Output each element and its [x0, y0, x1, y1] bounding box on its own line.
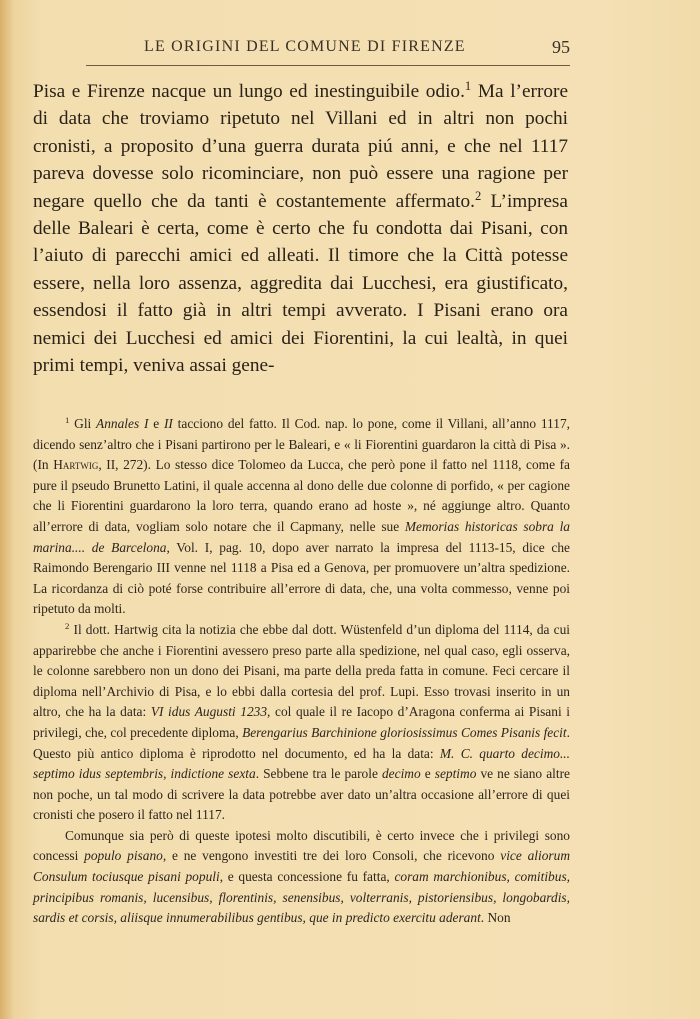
footnote-ref-2: 2	[474, 188, 482, 203]
footnote-italic: Berengarius Barchinione gloriosissimus Comes Pisanis fecit	[242, 724, 567, 740]
footnote-italic: coram marchionibus, comitibus, principibus romanis, lucensibus, florentinis, senensibus, volterranis, pistoriensibus, longobardis, sardis et corsis, aliisque innumerabilibus gentibus, que in predicto exercitu aderant	[33, 869, 570, 926]
footnote-text: , II, 272). Lo stesso dice Tolomeo da Lucca, che però pone il fatto nel 1118, come fa pure il pseudo Brunetto Latini, il quale accenna al dono delle due colonne di porfido, « per cagione che li Fiorentini guardarono la loro terra, quando erano ad hoste », né aggiunge altro. Quanto all’errore di data, vogliam solo notare che il Capmany, nelle sue	[33, 457, 570, 534]
footnote-ref-1: 1	[464, 79, 472, 94]
footnote-text: . Questo più antico diploma è riprodotto nel documento, ed ha la data:	[33, 724, 570, 761]
footnote-text: Il dott. Hartwig cita la notizia che ebbe dal dott. Wüstenfeld d’un diploma del 1114, da cui apparirebbe che anche i Fiorentini avessero preso parte alla spedizione, nel qual caso, egli osserva, le colonne sarebbero non un dono dei Pisani, ma parte della preda fatta in comune. Feci cercare il diploma nell’Archivio di Pisa, e lo ebbi dalla cortesia del prof. Lupi. Esso trovasi inserito in un altro, che ha la data:	[33, 621, 570, 720]
main-text-segment: Ma l’errore di data che troviamo ripetuto nel Villani ed in altri non pochi cronisti, a proposito d’una guerra durata piú anni, e che nel 1117 pareva dovesse solo ricominciare, non può essere una ragione per negare quello che da tanti è costantemente affermato.	[33, 81, 569, 212]
footnote-text: tacciono del fatto. Il Cod. nap. lo pone, come il Villani, all’anno 1117, dicendo senz’altro che i Pisani partirono per le Baleari, e « li Fiorentini guardaron la città di Pisa ». (In	[33, 416, 570, 473]
main-text-segment: L’impresa delle Baleari è certa, come è certo che fu condotta dai Pisani, con l’aiuto di parecchi amici ed alleati. Il timore che la Città potesse essere, nella loro assenza, aggredita dai Lucchesi, era giustificato, essendosi il fatto già in altri tempi avverato. I Pisani erano ora nemici dei Lucchesi ed amici dei Fiorentini, la cui lealtà, in quei primi tempi, veniva assai gene-	[33, 190, 568, 377]
footnote-italic: populo pisano	[84, 848, 163, 864]
footnote-italic: decimo	[381, 766, 421, 782]
footnote-2-continuation	[33, 826, 570, 929]
footnote-italic: M. C. quarto decimo... septimo idus septembris, indictione sexta	[33, 745, 571, 782]
footnote-2	[33, 620, 570, 826]
main-text-segment: Pisa e Firenze nacque un lungo ed inestinguibile odio.	[33, 81, 465, 102]
footnote-italic: Annales I	[96, 416, 149, 431]
footnote-text: Gli	[69, 416, 97, 431]
footnote-text: , e ne vengono investiti tre dei loro Consoli, che ricevono	[162, 848, 501, 864]
footnote-text: e	[148, 416, 164, 431]
footnote-text: Comunque sia però di queste ipotesi molto discutibili, è certo invece che i privilegi sono concessi	[33, 827, 570, 864]
footnote-italic: septimo	[434, 766, 477, 782]
main-paragraph	[33, 78, 568, 379]
footnote-number: 1	[65, 415, 70, 426]
main-text	[33, 78, 568, 379]
running-title: LE ORIGINI DEL COMUNE DI FIRENZE	[144, 38, 466, 55]
footnotes	[33, 414, 570, 929]
footnote-number: 2	[65, 621, 70, 632]
footnote-italic: vice aliorum Consulum tociusque pisani populi	[33, 848, 570, 885]
footnote-text: , e questa concessione fu fatta,	[219, 869, 395, 885]
footnote-italic: Memorias historicas sobra la marina.... de Barcelona	[33, 518, 570, 555]
page-number: 95	[552, 37, 570, 57]
footnote-text: . Sebbene tra le parole	[255, 766, 382, 782]
footnote-text: , Vol. I, pag. 10, dopo aver narrato la impresa del 1113-15, dice che Raimondo Berengario III venne nel 1118 a Pisa ed a Genova, per promuovere un’altra spedizione. La ricordanza di ciò poté forse contribuire all’errore di data, che, una volta commesso, venne poi ripetuto da molti.	[33, 539, 571, 617]
page-header	[86, 37, 570, 66]
footnote-text: ve ne siano altre non poche, un tal modo di scrivere la data potrebbe aver dato un’altra occasione all’errore di quei cronisti che posero il fatto nel 1117.	[33, 766, 570, 823]
footnote-text: , col quale il re Iacopo d’Aragona conferma ai Pisani i privilegi, che, col precedente diploma,	[33, 704, 570, 740]
footnote-italic: VI idus Augusti 1233	[150, 704, 268, 720]
footnote-1	[33, 414, 570, 620]
footnote-smallcaps: Hartwig	[53, 457, 99, 473]
footnote-italic: II	[163, 416, 173, 431]
footnote-text: e	[420, 766, 435, 782]
footnote-text: . Non	[480, 910, 511, 926]
